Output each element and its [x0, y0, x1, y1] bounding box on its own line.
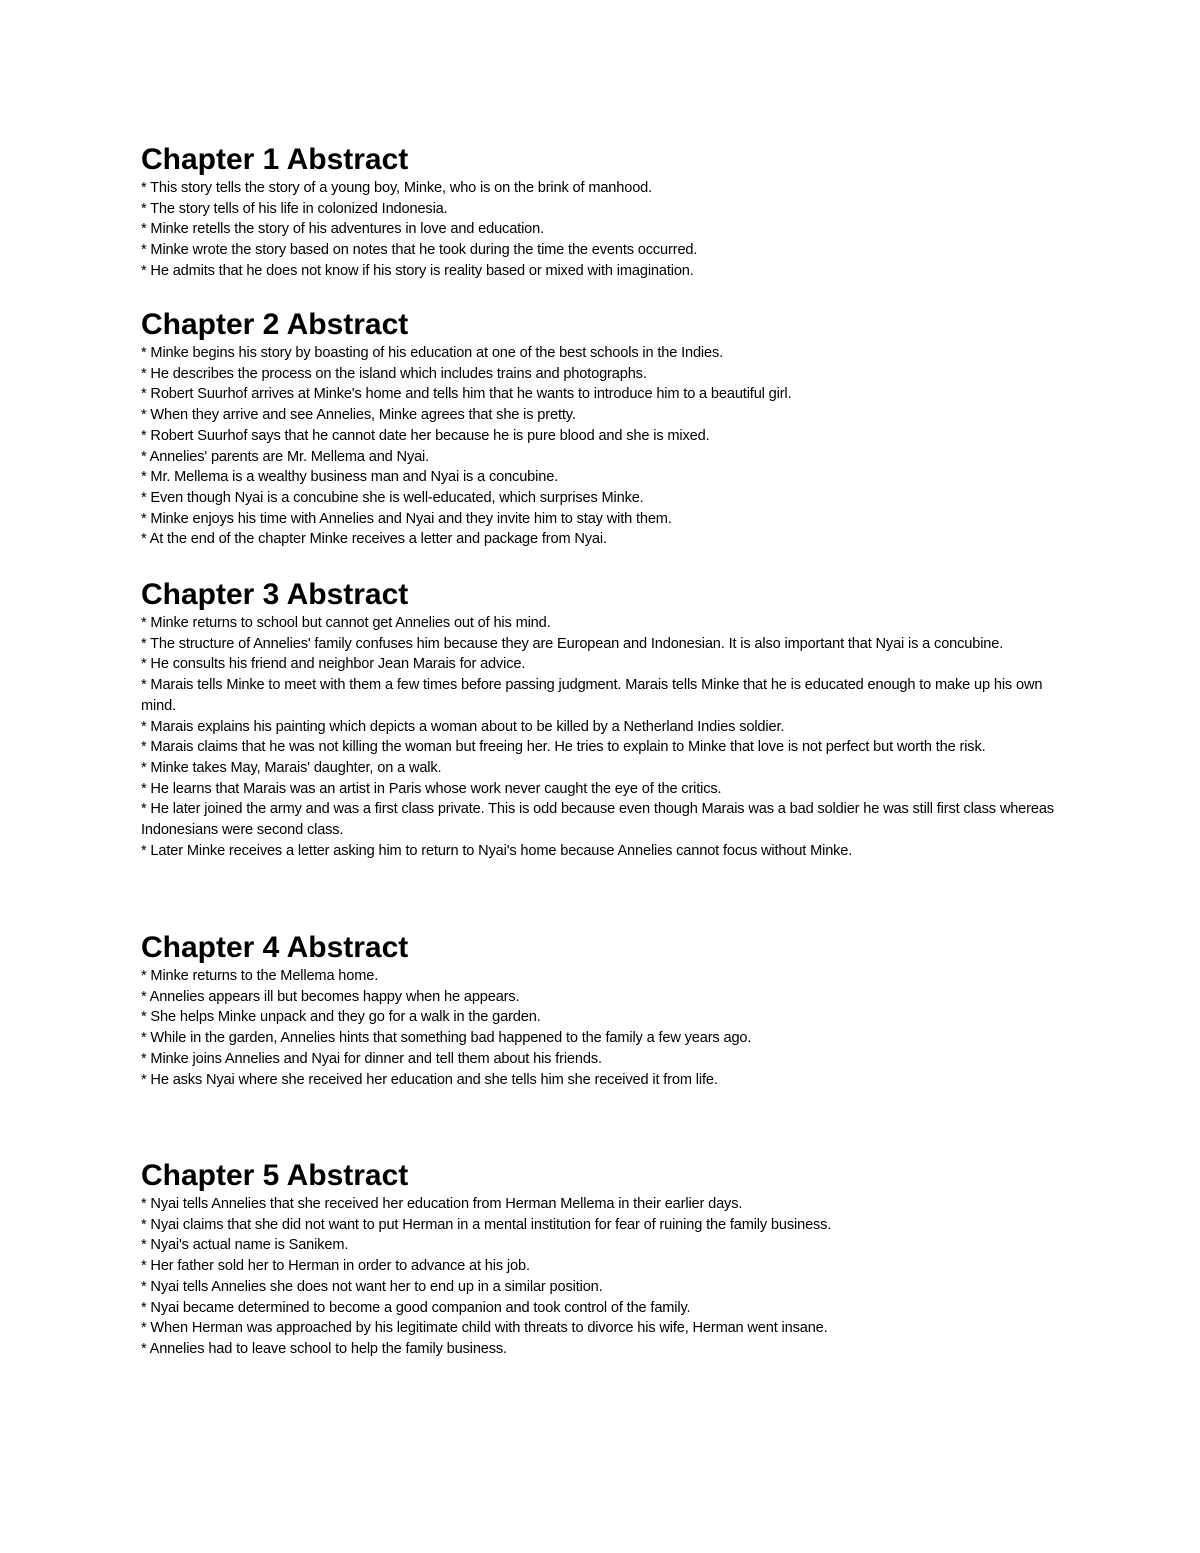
list-item: * He later joined the army and was a first class private. This is odd because even though Marais was a bad soldier he was still first class whereas Indonesians were second class. [141, 801, 1054, 839]
chapter-1-list [141, 178, 1061, 282]
chapter-1-section [141, 142, 1061, 282]
list-item: * He learns that Marais was an artist in Paris whose work never caught the eye of the critics. [141, 780, 722, 797]
list-item: * Minke returns to the Mellema home. [141, 968, 379, 984]
list-item: * This story tells the story of a young boy, Minke, who is on the brink of manhood. [141, 180, 653, 196]
chapter-4-list [141, 966, 1061, 1090]
list-item: * Annelies appears ill but becomes happy when he appears. [141, 988, 520, 1005]
list-item: * Minke enjoys his time with Annelies and Nyai and they invite him to stay with them. [141, 510, 672, 527]
chapter-5-heading: Chapter 5 Abstract [141, 1159, 409, 1192]
list-item: * He asks Nyai where she received her education and she tells him she received it from life. [141, 1071, 718, 1088]
list-item: * Minke returns to school but cannot get Annelies out of his mind. [141, 615, 551, 631]
list-item: * He describes the process on the island which includes trains and photographs. [141, 365, 647, 382]
list-item: * Minke takes May, Marais' daughter, on a walk. [141, 759, 442, 776]
chapter-2-section [141, 307, 1061, 550]
list-item: * Later Minke receives a letter asking him to return to Nyai's home because Annelies cannot focus without Minke. [141, 842, 853, 859]
list-item: * When they arrive and see Annelies, Minke agrees that she is pretty. [141, 407, 576, 424]
list-item: * Annelies' parents are Mr. Mellema and Nyai. [141, 448, 430, 465]
chapter-2-heading: Chapter 2 Abstract [141, 308, 409, 341]
list-item: * Even though Nyai is a concubine she is well-educated, which surprises Minke. [141, 489, 644, 506]
chapter-3-list [141, 613, 1061, 861]
list-item: * Minke wrote the story based on notes that he took during the time the events occurred. [141, 242, 698, 259]
chapter-5-list [141, 1194, 1061, 1360]
list-item: * The structure of Annelies' family confuses him because they are European and Indonesian. It is also important that Nyai is a concubine. [141, 635, 1004, 652]
list-item: * Annelies had to leave school to help the family business. [141, 1340, 507, 1357]
list-item: * Minke joins Annelies and Nyai for dinner and tell them about his friends. [141, 1050, 602, 1067]
list-item: * Marais explains his painting which depicts a woman about to be killed by a Netherland Indies soldier. [141, 718, 785, 735]
list-item: * Marais tells Minke to meet with them a few times before passing judgment. Marais tells Minke that he is educated enough to make up his own mind. [141, 677, 1043, 714]
list-item: * He admits that he does not know if his story is reality based or mixed with imagination. [141, 262, 694, 279]
chapter-2-list [141, 343, 1061, 550]
list-item: * The story tells of his life in colonized Indonesia. [141, 200, 448, 217]
list-item: * At the end of the chapter Minke receives a letter and package from Nyai. [141, 531, 607, 548]
list-item: * He consults his friend and neighbor Jean Marais for advice. [141, 656, 526, 673]
list-item: * Nyai tells Annelies that she received her education from Herman Mellema in their earlier days. [141, 1196, 743, 1212]
list-item: * Mr. Mellema is a wealthy business man and Nyai is a concubine. [141, 469, 559, 486]
list-item: * Minke begins his story by boasting of his education at one of the best schools in the Indies. [141, 345, 724, 361]
chapter-3-section [141, 577, 1061, 861]
list-item: * Robert Suurhof says that he cannot date her because he is pure blood and she is mixed. [141, 427, 710, 444]
list-item: * Nyai's actual name is Sanikem. [141, 1237, 349, 1254]
list-item: * Marais claims that he was not killing the woman but freeing her. He tries to explain to Minke that love is not perfect but worth the risk. [141, 739, 986, 756]
list-item: * Nyai claims that she did not want to put Herman in a mental institution for fear of ruining the family business. [141, 1216, 832, 1233]
list-item: * Minke retells the story of his adventures in love and education. [141, 221, 545, 238]
chapter-4-heading: Chapter 4 Abstract [141, 931, 409, 964]
chapter-1-heading: Chapter 1 Abstract [141, 143, 409, 176]
list-item: * Robert Suurhof arrives at Minke's home and tells him that he wants to introduce him to a beautiful girl. [141, 386, 792, 403]
list-item: * Nyai became determined to become a good companion and took control of the family. [141, 1299, 691, 1316]
list-item: * Her father sold her to Herman in order to advance at his job. [141, 1258, 530, 1275]
list-item: * When Herman was approached by his legitimate child with threats to divorce his wife, Herman went insane. [141, 1320, 828, 1337]
chapter-3-heading: Chapter 3 Abstract [141, 578, 409, 611]
chapter-5-section [141, 1158, 1061, 1360]
list-item: * She helps Minke unpack and they go for a walk in the garden. [141, 1009, 541, 1026]
chapter-4-section [141, 930, 1061, 1090]
list-item: * While in the garden, Annelies hints that something bad happened to the family a few years ago. [141, 1030, 752, 1047]
list-item: * Nyai tells Annelies she does not want her to end up in a similar position. [141, 1278, 603, 1295]
